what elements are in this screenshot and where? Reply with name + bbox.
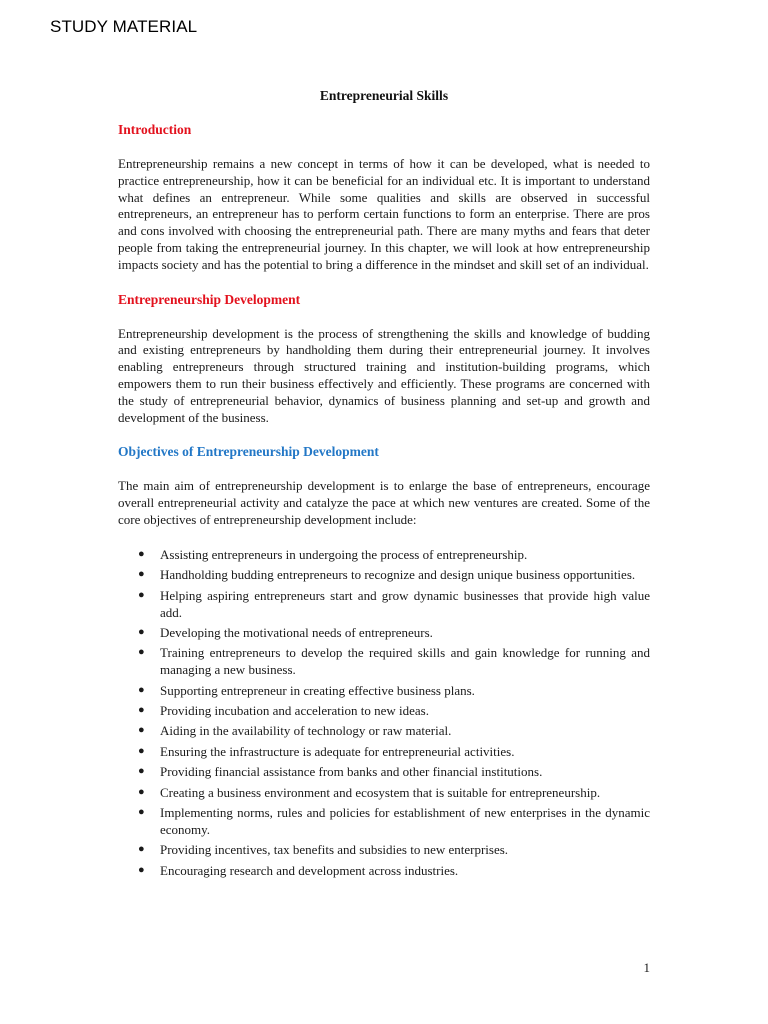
bullet-icon: ● [138,568,145,581]
list-item: ● Providing financial assistance from banks and other financial institutions. [138,764,543,780]
list-item: ● Ensuring the infrastructure is adequate for entrepreneurial activities. [138,743,515,759]
study-material-header: STUDY MATERIAL [50,17,198,36]
bullet-icon: ● [138,765,145,778]
list-item: ● Handholding budding entrepreneurs to recognize and design unique business opportunities. [138,567,636,583]
list-item: ● Implementing norms, rules and policies for establishment of new enterprises in the dynamic economy. [138,805,650,838]
bullet-icon: ● [138,547,145,560]
bullet-icon: ● [138,704,145,717]
list-item: ● Supporting entrepreneur in creating effective business plans. [138,682,475,698]
development-heading: Entrepreneurship Development [118,291,301,307]
document-body [118,121,650,882]
objectives-heading: Objectives of Entrepreneurship Development [118,444,379,460]
list-item: ● Developing the motivational needs of entrepreneurs. [138,624,433,640]
list-item: ● Providing incentives, tax benefits and subsidies to new enterprises. [138,842,509,858]
list-item: ● Training entrepreneurs to develop the required skills and gain knowledge for running and managing a new business. [138,645,650,678]
bullet-icon: ● [138,683,145,696]
bullet-icon: ● [138,843,145,856]
bullet-icon: ● [138,625,145,638]
bullet-icon: ● [138,863,145,876]
development-paragraph: Entrepreneurship development is the process of strengthening the skills and knowledge of budding and existing entrepreneurs by handholding them during their entrepreneurial journey. It involves enabling entrepreneurs through structured training and institution-building programs, which empowers them to run their business effectively and efficiently. These programs are concerned with the study of entrepreneurial behavior, dynamics of business planning and set-up and growth and development of the business. [118,325,650,425]
introduction-paragraph: Entrepreneurship remains a new concept in terms of how it can be developed, what is needed to practice entrepreneurship, how it can be beneficial for an individual etc. It is important to understand what defines an entrepreneur. While some qualities and skills are observed in successful entrepreneurs, an entrepreneur has to perform certain functions to form an enterprise. There are pros and cons involved with choosing the entrepreneurial path. There are many myths and fears that deter people from taking the entrepreneurial journey. In this chapter, we will look at how entrepreneurship impacts society and has the potential to bring a difference in the mindset and skill set of an individual. [118,156,650,272]
page-number: 1 [643,960,650,975]
introduction-heading: Introduction [118,122,192,137]
bullet-icon: ● [138,724,145,737]
bullet-icon: ● [138,806,145,819]
list-item: ● Assisting entrepreneurs in undergoing the process of entrepreneurship. [138,546,528,562]
objectives-paragraph: The main aim of entrepreneurship development is to enlarge the base of entrepreneurs, encourage overall entrepreneurial activity and catalyze the pace at which new ventures are created. Some of the core objectives of entrepreneurship development include: [118,478,650,527]
bullet-icon: ● [138,785,145,798]
objectives-list [118,546,650,879]
list-item: ● Creating a business environment and ecosystem that is suitable for entrepreneurship. [138,784,601,800]
list-item: ● Encouraging research and development across industries. [138,862,459,878]
list-item: ● Providing incubation and acceleration to new ideas. [138,703,429,719]
list-item: ● Helping aspiring entrepreneurs start and grow dynamic businesses that provide high value add. [138,587,650,620]
bullet-icon: ● [138,744,145,757]
bullet-icon: ● [138,588,145,601]
list-item: ● Aiding in the availability of technology or raw material. [138,723,452,739]
document-title: Entrepreneurial Skills [319,88,449,103]
bullet-icon: ● [138,646,145,659]
